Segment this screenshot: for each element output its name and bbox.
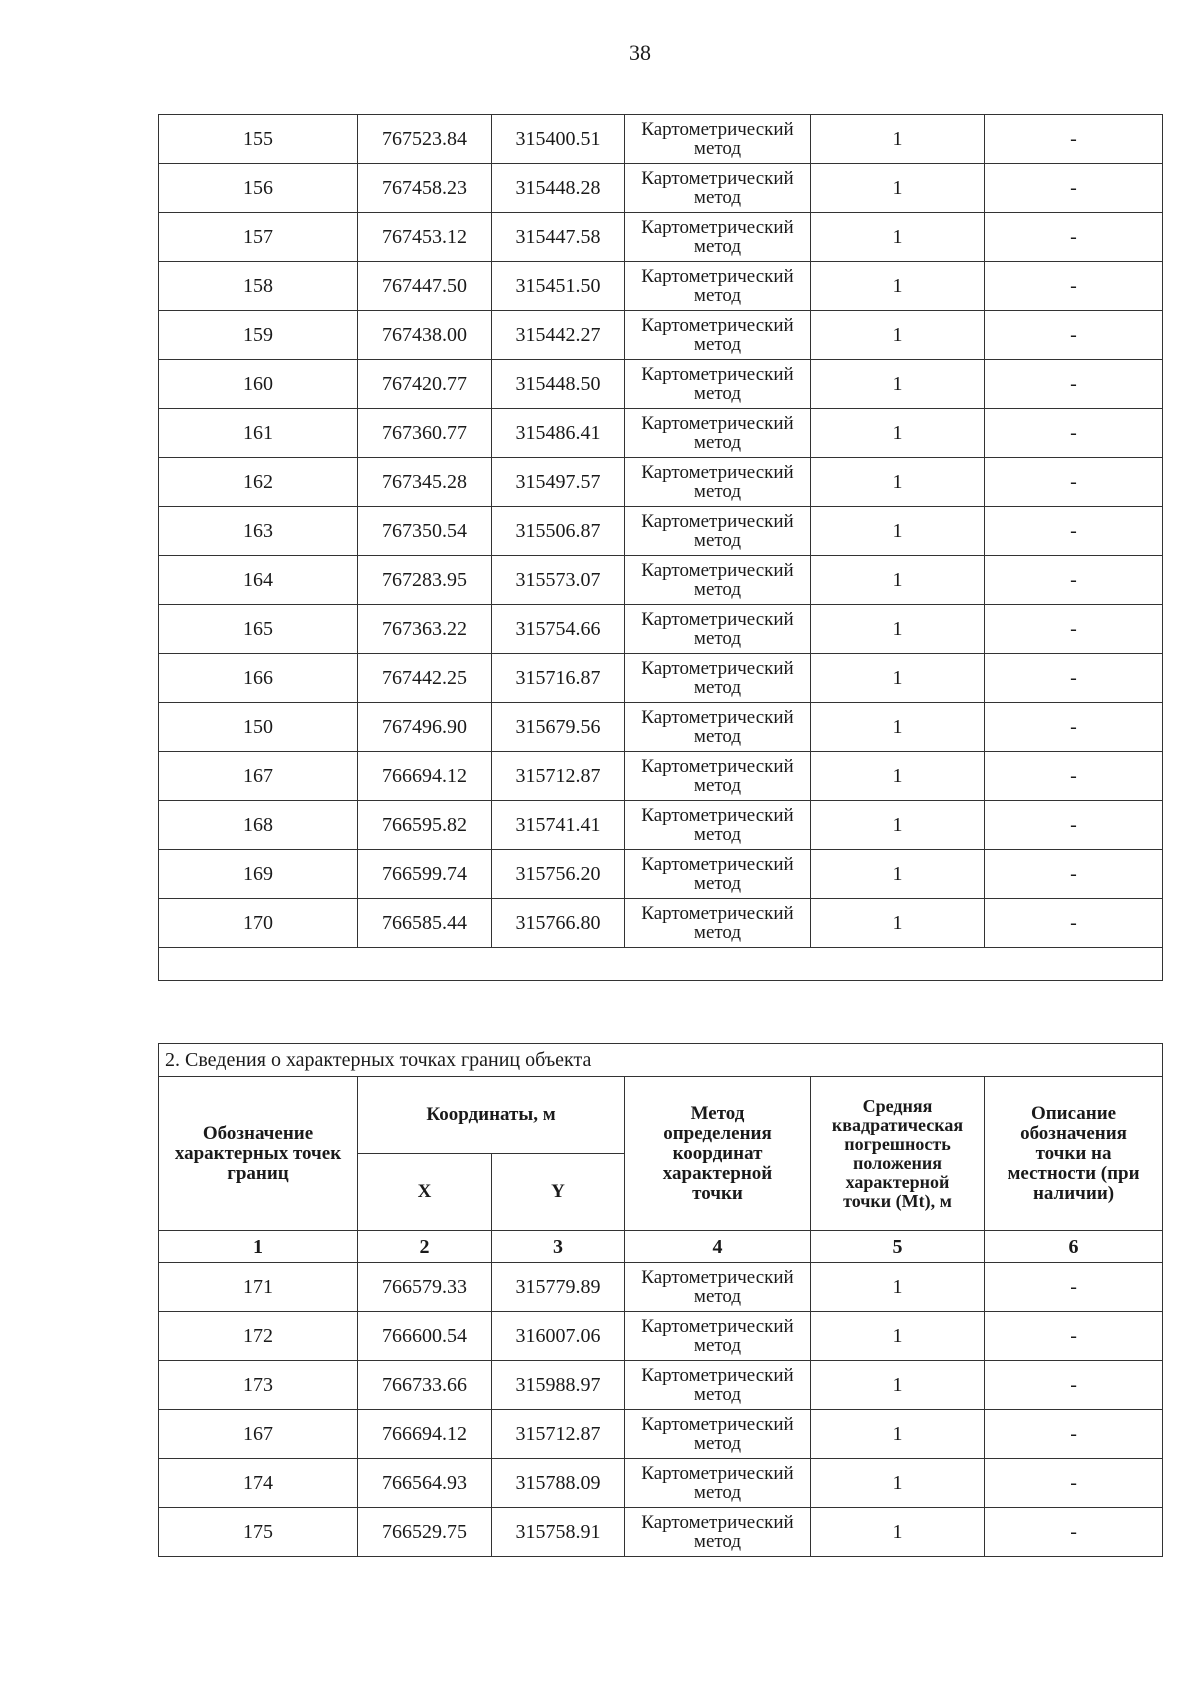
- column-number: 2: [358, 1231, 492, 1263]
- y-coordinate-cell: 315741.41: [492, 801, 625, 850]
- method-line: Картометрический: [641, 217, 794, 238]
- method-line: метод: [693, 1433, 742, 1454]
- point-id-cell: 175: [159, 1508, 358, 1557]
- column-number: 1: [159, 1231, 358, 1263]
- column-number: 4: [625, 1231, 811, 1263]
- header-designation-line: характерных точек: [174, 1142, 342, 1164]
- header-method-line: характерной: [662, 1162, 773, 1184]
- error-cell: 1: [811, 409, 985, 458]
- description-cell: -: [985, 311, 1163, 360]
- method-cell: [625, 360, 811, 409]
- table-row: [159, 556, 1163, 605]
- header-coordinates: Координаты, м: [358, 1077, 625, 1154]
- method-line: метод: [693, 1531, 742, 1552]
- y-coordinate-cell: 315758.91: [492, 1508, 625, 1557]
- header-description-line: местности (при: [1007, 1162, 1140, 1184]
- method-line: метод: [693, 530, 742, 551]
- y-coordinate-cell: 315573.07: [492, 556, 625, 605]
- method-cell: [625, 1312, 811, 1361]
- method-line: Картометрический: [641, 756, 794, 777]
- point-id-cell: 155: [159, 115, 358, 164]
- description-cell: -: [985, 262, 1163, 311]
- method-line: метод: [693, 334, 742, 355]
- method-cell: [625, 556, 811, 605]
- method-line: метод: [693, 432, 742, 453]
- method-cell: [625, 213, 811, 262]
- method-cell: [625, 458, 811, 507]
- x-coordinate-cell: 767438.00: [358, 311, 492, 360]
- description-cell: -: [985, 1410, 1163, 1459]
- x-coordinate-cell: 767442.25: [358, 654, 492, 703]
- description-cell: -: [985, 703, 1163, 752]
- method-cell: [625, 703, 811, 752]
- x-coordinate-cell: 767523.84: [358, 115, 492, 164]
- blank-cell: [159, 948, 1163, 981]
- method-line: метод: [693, 775, 742, 796]
- x-coordinate-cell: 767453.12: [358, 213, 492, 262]
- error-cell: 1: [811, 164, 985, 213]
- point-id-cell: 163: [159, 507, 358, 556]
- point-id-cell: 165: [159, 605, 358, 654]
- method-cell: [625, 1508, 811, 1557]
- table-row: [159, 213, 1163, 262]
- point-id-cell: 173: [159, 1361, 358, 1410]
- x-coordinate-cell: 766600.54: [358, 1312, 492, 1361]
- method-line: метод: [693, 138, 742, 159]
- error-cell: 1: [811, 213, 985, 262]
- description-cell: -: [985, 458, 1163, 507]
- description-cell: -: [985, 409, 1163, 458]
- method-line: Картометрический: [641, 266, 794, 287]
- table-row: [159, 850, 1163, 899]
- error-cell: 1: [811, 1312, 985, 1361]
- y-coordinate-cell: 315442.27: [492, 311, 625, 360]
- table-row: [159, 899, 1163, 948]
- method-line: Картометрический: [641, 1463, 794, 1484]
- method-line: метод: [693, 1482, 742, 1503]
- error-cell: 1: [811, 654, 985, 703]
- header-description-line: обозначения: [1020, 1122, 1127, 1144]
- method-line: Картометрический: [641, 805, 794, 826]
- header-designation-line: границ: [227, 1162, 289, 1184]
- header-designation: [159, 1077, 358, 1231]
- point-id-cell: 160: [159, 360, 358, 409]
- x-coordinate-cell: 767345.28: [358, 458, 492, 507]
- method-cell: [625, 262, 811, 311]
- method-line: Картометрический: [641, 903, 794, 924]
- description-cell: -: [985, 605, 1163, 654]
- table-row: [159, 458, 1163, 507]
- point-id-cell: 169: [159, 850, 358, 899]
- table-row: [159, 801, 1163, 850]
- column-number: 6: [985, 1231, 1163, 1263]
- description-cell: -: [985, 507, 1163, 556]
- coordinates-table-continued: [158, 114, 1163, 981]
- method-line: метод: [693, 824, 742, 845]
- error-cell: 1: [811, 752, 985, 801]
- header-description-line: Описание: [1030, 1102, 1117, 1124]
- description-cell: -: [985, 654, 1163, 703]
- method-cell: [625, 1410, 811, 1459]
- description-cell: -: [985, 213, 1163, 262]
- method-line: Картометрический: [641, 364, 794, 385]
- header-designation-line: Обозначение: [202, 1122, 314, 1144]
- table-row: [159, 1508, 1163, 1557]
- point-id-cell: 172: [159, 1312, 358, 1361]
- boundary-points-table: [158, 1043, 1163, 1557]
- description-cell: -: [985, 556, 1163, 605]
- y-coordinate-cell: 316007.06: [492, 1312, 625, 1361]
- table-row: [159, 654, 1163, 703]
- error-cell: 1: [811, 360, 985, 409]
- method-cell: [625, 850, 811, 899]
- header-description-line: точки на: [1035, 1142, 1112, 1164]
- method-cell: [625, 115, 811, 164]
- section-title: 2. Сведения о характерных точках границ объекта: [159, 1044, 1163, 1077]
- error-cell: 1: [811, 507, 985, 556]
- method-line: Картометрический: [641, 1267, 794, 1288]
- method-cell: [625, 801, 811, 850]
- y-coordinate-cell: 315716.87: [492, 654, 625, 703]
- point-id-cell: 171: [159, 1263, 358, 1312]
- error-cell: 1: [811, 605, 985, 654]
- method-cell: [625, 899, 811, 948]
- table-header: [159, 1044, 1163, 1263]
- header-method: [625, 1077, 811, 1231]
- header-method-line: координат: [672, 1142, 763, 1164]
- method-line: Картометрический: [641, 168, 794, 189]
- x-coordinate-cell: 767420.77: [358, 360, 492, 409]
- method-cell: [625, 1361, 811, 1410]
- table-row: [159, 311, 1163, 360]
- description-cell: -: [985, 801, 1163, 850]
- x-coordinate-cell: 766564.93: [358, 1459, 492, 1508]
- error-cell: 1: [811, 1263, 985, 1312]
- table-row: [159, 1312, 1163, 1361]
- x-coordinate-cell: 767363.22: [358, 605, 492, 654]
- method-line: метод: [693, 285, 742, 306]
- error-cell: 1: [811, 1508, 985, 1557]
- point-id-cell: 166: [159, 654, 358, 703]
- method-line: метод: [693, 873, 742, 894]
- y-coordinate-cell: 315766.80: [492, 899, 625, 948]
- method-line: Картометрический: [641, 1512, 794, 1533]
- point-id-cell: 168: [159, 801, 358, 850]
- method-line: метод: [693, 1286, 742, 1307]
- table-row: [159, 409, 1163, 458]
- y-coordinate-cell: 315486.41: [492, 409, 625, 458]
- method-line: Картометрический: [641, 511, 794, 532]
- x-coordinate-cell: 767447.50: [358, 262, 492, 311]
- description-cell: -: [985, 1508, 1163, 1557]
- error-cell: 1: [811, 1361, 985, 1410]
- x-coordinate-cell: 766694.12: [358, 752, 492, 801]
- y-coordinate-cell: 315506.87: [492, 507, 625, 556]
- description-cell: -: [985, 850, 1163, 899]
- point-id-cell: 157: [159, 213, 358, 262]
- error-cell: 1: [811, 556, 985, 605]
- point-id-cell: 156: [159, 164, 358, 213]
- header-description-line: наличии): [1032, 1182, 1115, 1204]
- y-coordinate-cell: 315451.50: [492, 262, 625, 311]
- description-cell: -: [985, 360, 1163, 409]
- y-coordinate-cell: 315497.57: [492, 458, 625, 507]
- method-cell: [625, 1459, 811, 1508]
- method-line: Картометрический: [641, 413, 794, 434]
- y-coordinate-cell: 315754.66: [492, 605, 625, 654]
- header-method-line: точки: [692, 1182, 743, 1204]
- description-cell: -: [985, 1459, 1163, 1508]
- point-id-cell: 167: [159, 752, 358, 801]
- table-body: [159, 115, 1163, 981]
- y-coordinate-cell: 315679.56: [492, 703, 625, 752]
- method-cell: [625, 164, 811, 213]
- header-error: [811, 1077, 985, 1231]
- point-id-cell: 159: [159, 311, 358, 360]
- error-cell: 1: [811, 1459, 985, 1508]
- table-row: [159, 1263, 1163, 1312]
- table-row: [159, 703, 1163, 752]
- point-id-cell: 167: [159, 1410, 358, 1459]
- x-coordinate-cell: 766595.82: [358, 801, 492, 850]
- method-cell: [625, 1263, 811, 1312]
- y-coordinate-cell: 315447.58: [492, 213, 625, 262]
- method-line: Картометрический: [641, 1365, 794, 1386]
- header-method-line: определения: [663, 1122, 772, 1144]
- method-cell: [625, 752, 811, 801]
- column-number: 5: [811, 1231, 985, 1263]
- x-coordinate-cell: 767496.90: [358, 703, 492, 752]
- method-line: Картометрический: [641, 1414, 794, 1435]
- error-cell: 1: [811, 1410, 985, 1459]
- y-coordinate-cell: 315712.87: [492, 1410, 625, 1459]
- table-row: [159, 360, 1163, 409]
- x-coordinate-cell: 766579.33: [358, 1263, 492, 1312]
- method-line: Картометрический: [641, 1316, 794, 1337]
- method-line: метод: [693, 383, 742, 404]
- header-method-line: Метод: [690, 1102, 745, 1124]
- method-cell: [625, 507, 811, 556]
- point-id-cell: 170: [159, 899, 358, 948]
- table-row: [159, 1459, 1163, 1508]
- method-line: метод: [693, 236, 742, 257]
- method-line: Картометрический: [641, 462, 794, 483]
- table-row: [159, 262, 1163, 311]
- point-id-cell: 162: [159, 458, 358, 507]
- x-coordinate-cell: 767360.77: [358, 409, 492, 458]
- table-row: [159, 164, 1163, 213]
- method-line: метод: [693, 579, 742, 600]
- method-line: метод: [693, 677, 742, 698]
- method-line: Картометрический: [641, 707, 794, 728]
- y-coordinate-cell: 315448.50: [492, 360, 625, 409]
- header-error-line: положения: [852, 1152, 943, 1173]
- error-cell: 1: [811, 458, 985, 507]
- description-cell: -: [985, 752, 1163, 801]
- x-coordinate-cell: 766694.12: [358, 1410, 492, 1459]
- header-error-line: погрешность: [844, 1133, 951, 1154]
- table-row: [159, 1410, 1163, 1459]
- table-row: [159, 507, 1163, 556]
- error-cell: 1: [811, 801, 985, 850]
- description-cell: -: [985, 1263, 1163, 1312]
- method-line: Картометрический: [641, 119, 794, 140]
- header-error-line: точки (Mt), м: [843, 1190, 952, 1211]
- y-coordinate-cell: 315788.09: [492, 1459, 625, 1508]
- x-coordinate-cell: 766529.75: [358, 1508, 492, 1557]
- method-line: Картометрический: [641, 854, 794, 875]
- method-line: Картометрический: [641, 560, 794, 581]
- x-coordinate-cell: 766599.74: [358, 850, 492, 899]
- y-coordinate-cell: 315400.51: [492, 115, 625, 164]
- table-row: [159, 115, 1163, 164]
- column-number: 3: [492, 1231, 625, 1263]
- page-number: 38: [629, 40, 651, 65]
- error-cell: 1: [811, 899, 985, 948]
- method-line: метод: [693, 1384, 742, 1405]
- blank-row: [159, 948, 1163, 981]
- method-line: метод: [693, 726, 742, 747]
- point-id-cell: 158: [159, 262, 358, 311]
- method-cell: [625, 409, 811, 458]
- header-error-line: Средняя: [862, 1095, 933, 1116]
- x-coordinate-cell: 766585.44: [358, 899, 492, 948]
- x-coordinate-cell: 767350.54: [358, 507, 492, 556]
- y-coordinate-cell: 315712.87: [492, 752, 625, 801]
- point-id-cell: 174: [159, 1459, 358, 1508]
- description-cell: -: [985, 164, 1163, 213]
- header-x: X: [358, 1154, 492, 1231]
- method-line: метод: [693, 628, 742, 649]
- method-line: Картометрический: [641, 315, 794, 336]
- method-line: метод: [693, 187, 742, 208]
- error-cell: 1: [811, 115, 985, 164]
- method-cell: [625, 605, 811, 654]
- header-error-line: квадратическая: [831, 1114, 964, 1135]
- method-line: метод: [693, 481, 742, 502]
- error-cell: 1: [811, 311, 985, 360]
- method-line: метод: [693, 1335, 742, 1356]
- x-coordinate-cell: 767458.23: [358, 164, 492, 213]
- error-cell: 1: [811, 262, 985, 311]
- point-id-cell: 164: [159, 556, 358, 605]
- description-cell: -: [985, 1361, 1163, 1410]
- method-cell: [625, 654, 811, 703]
- y-coordinate-cell: 315448.28: [492, 164, 625, 213]
- point-id-cell: 161: [159, 409, 358, 458]
- error-cell: 1: [811, 850, 985, 899]
- table-row: [159, 752, 1163, 801]
- header-y: Y: [492, 1154, 625, 1231]
- method-line: Картометрический: [641, 658, 794, 679]
- description-cell: -: [985, 899, 1163, 948]
- method-line: метод: [693, 922, 742, 943]
- error-cell: 1: [811, 703, 985, 752]
- description-cell: -: [985, 1312, 1163, 1361]
- x-coordinate-cell: 766733.66: [358, 1361, 492, 1410]
- table-row: [159, 605, 1163, 654]
- method-cell: [625, 311, 811, 360]
- point-id-cell: 150: [159, 703, 358, 752]
- description-cell: -: [985, 115, 1163, 164]
- header-description: [985, 1077, 1163, 1231]
- table-row: [159, 1361, 1163, 1410]
- header-error-line: характерной: [845, 1171, 950, 1192]
- x-coordinate-cell: 767283.95: [358, 556, 492, 605]
- method-line: Картометрический: [641, 609, 794, 630]
- table-body: [159, 1263, 1163, 1557]
- y-coordinate-cell: 315988.97: [492, 1361, 625, 1410]
- y-coordinate-cell: 315779.89: [492, 1263, 625, 1312]
- y-coordinate-cell: 315756.20: [492, 850, 625, 899]
